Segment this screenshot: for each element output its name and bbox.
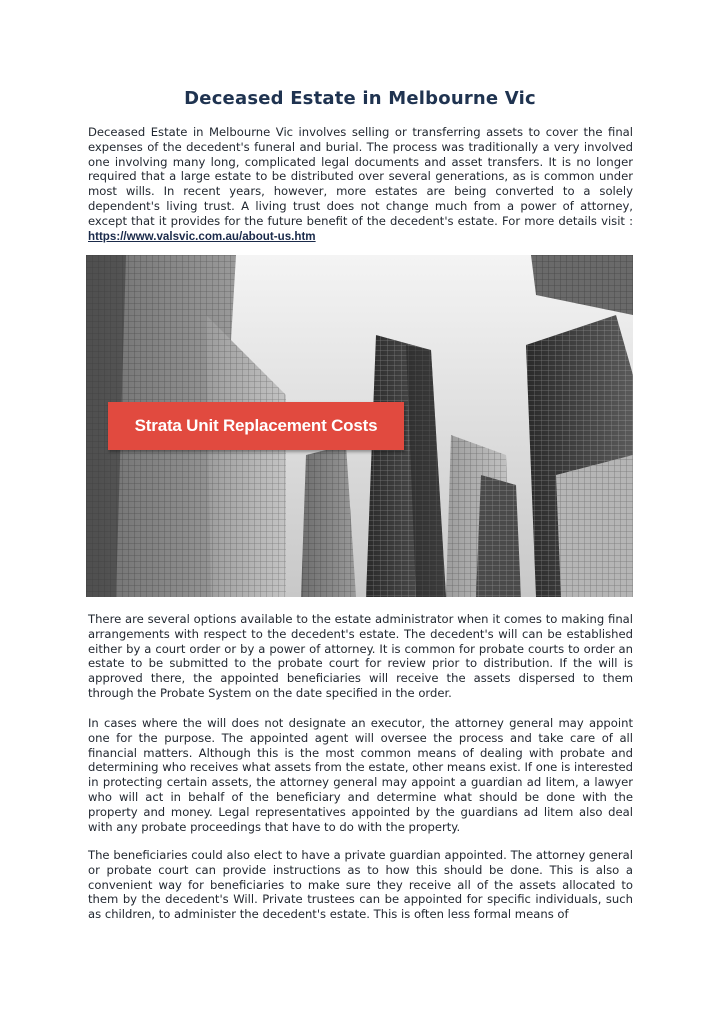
executor-paragraph: In cases where the will does not designate an executor, the attorney general may appoint one for the purpose. The appointed agent will oversee the process and take care of all financial matters. Although this is the most common means of dealing with probate and determining who receives what assets from the estate, other means exist. If one is interested in protecting certain assets, the attorney general may appoint a guardian ad litem, a lawyer who will act in behalf of the beneficiary and determine what should be done with the property and money. Legal representatives appointed by the guardians ad litem also deal with any probate proceedings that have to do with the property.: [88, 716, 633, 834]
intro-text: Deceased Estate in Melbourne Vic involves selling or transferring assets to cover the final expenses of the decedent's funeral and burial. The process was traditionally a very involved one involving many long, complicated legal documents and asset transfers. It is no longer required that a large estate to be distributed over several generations, as is common under most wills. In recent years, however, more estates are being converted to a solely dependent's living trust. A living trust does not change much from a power of attorney, except that it provides for the future benefit of the decedent's estate. For more details visit :: [88, 125, 633, 228]
about-us-link[interactable]: https://www.valsvic.com.au/about-us.htm: [88, 229, 316, 243]
options-paragraph: There are several options available to the estate administrator when it comes to making final arrangements with respect to the decedent's estate. The decedent's will can be established either by a court order or by a power of attorney. It is common for probate courts to order an estate to be submitted to the probate court for review prior to distribution. If the will is approved there, the appointed beneficiaries will receive the assets dispersed to them through the Probate System on the date specified in the order.: [88, 612, 633, 700]
strata-banner-text: Strata Unit Replacement Costs: [134, 416, 378, 435]
strata-banner: [108, 402, 404, 450]
guardian-paragraph: The beneficiaries could also elect to have a private guardian appointed. The attorney general or probate court can provide instructions as to how this should be done. This is also a convenient way for beneficiaries to make sure they receive all of the assets allocated to them by the decedent's Will. Private trustees can be appointed for specific individuals, such as children, to administer the decedent's estate. This is often less formal means of: [88, 848, 633, 922]
page-title: Deceased Estate in Melbourne Vic: [184, 88, 536, 109]
intro-paragraph: [88, 125, 633, 244]
